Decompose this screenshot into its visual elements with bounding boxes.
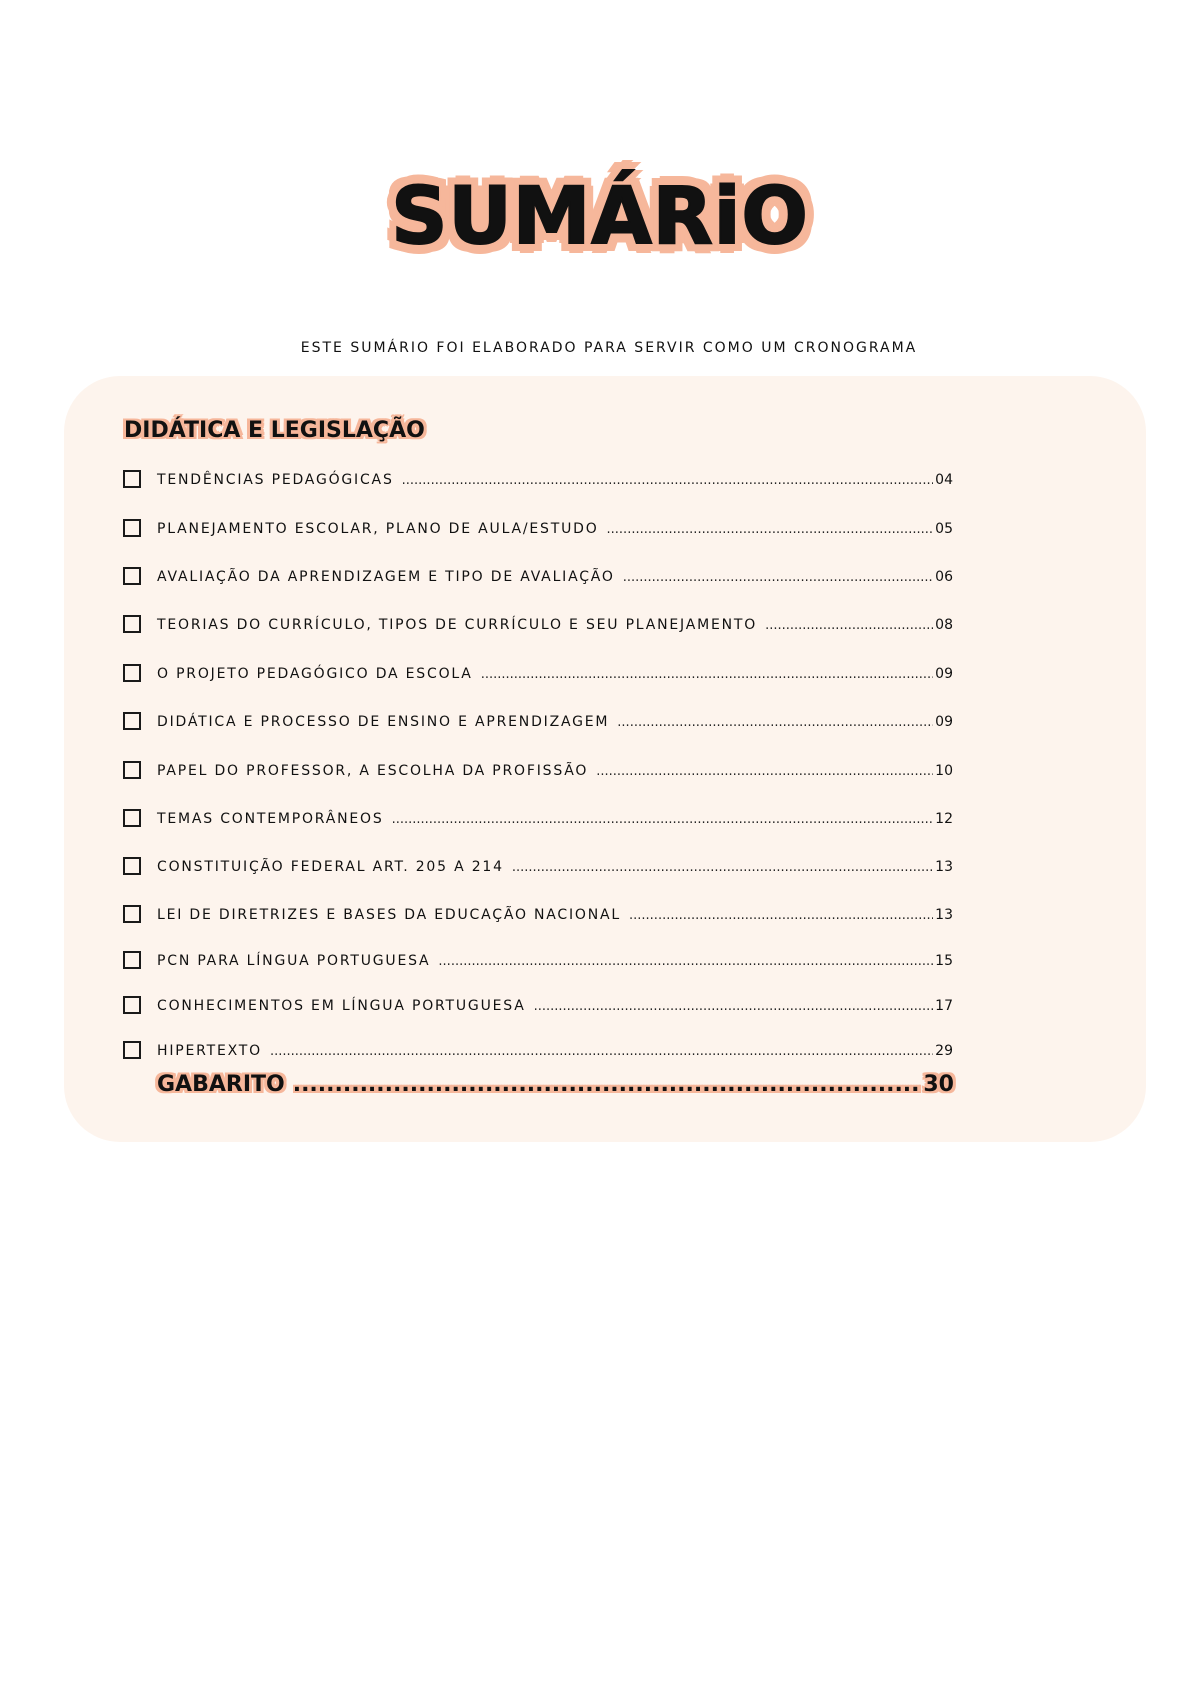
dot-leader <box>607 522 934 537</box>
gabarito-row[interactable] <box>157 1072 954 1097</box>
toc-item <box>123 907 953 931</box>
toc-row[interactable] <box>157 521 953 537</box>
dot-leader <box>438 954 933 969</box>
toc-item-page: 08 <box>935 617 953 633</box>
toc-item-page: 17 <box>935 998 953 1014</box>
toc-item-page: 05 <box>935 521 953 537</box>
dot-leader <box>534 999 934 1014</box>
toc-row[interactable] <box>157 617 953 633</box>
toc-row[interactable] <box>157 811 953 827</box>
toc-item-page: 06 <box>935 569 953 585</box>
toc-row[interactable] <box>157 763 953 779</box>
checkbox[interactable] <box>123 809 141 827</box>
toc-item-page: 12 <box>935 811 953 827</box>
toc-item-label: PLANEJAMENTO ESCOLAR, PLANO DE AULA/ESTUDO <box>157 521 599 537</box>
toc-row[interactable] <box>157 953 953 969</box>
toc-item <box>123 953 953 977</box>
checkbox[interactable] <box>123 1041 141 1059</box>
toc-item-label: TEMAS CONTEMPORÂNEOS <box>157 811 384 827</box>
toc-item-page: 29 <box>935 1043 953 1059</box>
toc-item-label: TEORIAS DO CURRÍCULO, TIPOS DE CURRÍCULO E SEU PLANEJAMENTO <box>157 617 758 633</box>
toc-item <box>123 859 953 883</box>
toc-item-label: TENDÊNCIAS PEDAGÓGICAS <box>157 472 394 488</box>
checkbox[interactable] <box>123 951 141 969</box>
toc-item-label: PCN PARA LÍNGUA PORTUGUESA <box>157 953 431 969</box>
gabarito-label: GABARITO <box>157 1072 285 1097</box>
checkbox[interactable] <box>123 567 141 585</box>
toc-item <box>123 714 953 738</box>
dot-leader <box>402 473 934 488</box>
toc-item-label: O PROJETO PEDAGÓGICO DA ESCOLA <box>157 666 473 682</box>
dot-leader <box>617 715 933 730</box>
toc-item-label: CONHECIMENTOS EM LÍNGUA PORTUGUESA <box>157 998 526 1014</box>
dot-leader <box>623 570 933 585</box>
toc-item <box>123 666 953 690</box>
toc-row[interactable] <box>157 569 953 585</box>
toc-item-page: 13 <box>935 859 953 875</box>
toc-item <box>123 569 953 593</box>
toc-row[interactable] <box>157 714 953 730</box>
toc-item-page: 10 <box>935 763 953 779</box>
dot-leader <box>293 1072 922 1097</box>
toc-item-label: DIDÁTICA E PROCESSO DE ENSINO E APRENDIZAGEM <box>157 714 610 730</box>
checkbox[interactable] <box>123 664 141 682</box>
toc-item <box>123 521 953 545</box>
toc-item <box>123 472 953 496</box>
toc-item-label: LEI DE DIRETRIZES E BASES DA EDUCAÇÃO NACIONAL <box>157 907 622 923</box>
checkbox[interactable] <box>123 996 141 1014</box>
toc-item-page: 04 <box>935 472 953 488</box>
toc-item <box>123 1043 953 1067</box>
page-subtitle: ESTE SUMÁRIO FOI ELABORADO PARA SERVIR COMO UM CRONOGRAMA <box>300 340 918 356</box>
checkbox[interactable] <box>123 615 141 633</box>
checkbox[interactable] <box>123 905 141 923</box>
toc-row[interactable] <box>157 907 953 923</box>
toc-item-label: CONSTITUIÇÃO FEDERAL ART. 205 A 214 <box>157 859 504 875</box>
dot-leader <box>596 764 933 779</box>
toc-row[interactable] <box>157 998 953 1014</box>
dot-leader <box>270 1044 933 1059</box>
toc-item-label: PAPEL DO PROFESSOR, A ESCOLHA DA PROFISSÃO <box>157 763 589 779</box>
dot-leader <box>512 860 933 875</box>
dot-leader <box>765 618 933 633</box>
checkbox[interactable] <box>123 761 141 779</box>
gabarito-page: 30 <box>923 1072 954 1097</box>
dot-leader <box>629 908 933 923</box>
toc-row[interactable] <box>157 472 953 488</box>
toc-item-page: 09 <box>935 666 953 682</box>
dot-leader <box>481 667 933 682</box>
toc-row[interactable] <box>157 666 953 682</box>
page-title: SUMÁRiO <box>391 172 809 262</box>
toc-item-page: 13 <box>935 907 953 923</box>
toc-row[interactable] <box>157 1043 953 1059</box>
toc-item-page: 15 <box>935 953 953 969</box>
dot-leader <box>392 812 934 827</box>
toc-item-label: HIPERTEXTO <box>157 1043 262 1059</box>
checkbox[interactable] <box>123 857 141 875</box>
toc-item <box>123 617 953 641</box>
toc-item <box>123 763 953 787</box>
toc-item-page: 09 <box>935 714 953 730</box>
checkbox[interactable] <box>123 712 141 730</box>
toc-item <box>123 998 953 1022</box>
section-title: DIDÁTICA E LEGISLAÇÃO <box>124 418 425 443</box>
toc-item <box>123 811 953 835</box>
toc-item-label: AVALIAÇÃO DA APRENDIZAGEM E TIPO DE AVALIAÇÃO <box>157 569 615 585</box>
toc-row[interactable] <box>157 859 953 875</box>
checkbox[interactable] <box>123 519 141 537</box>
checkbox[interactable] <box>123 470 141 488</box>
